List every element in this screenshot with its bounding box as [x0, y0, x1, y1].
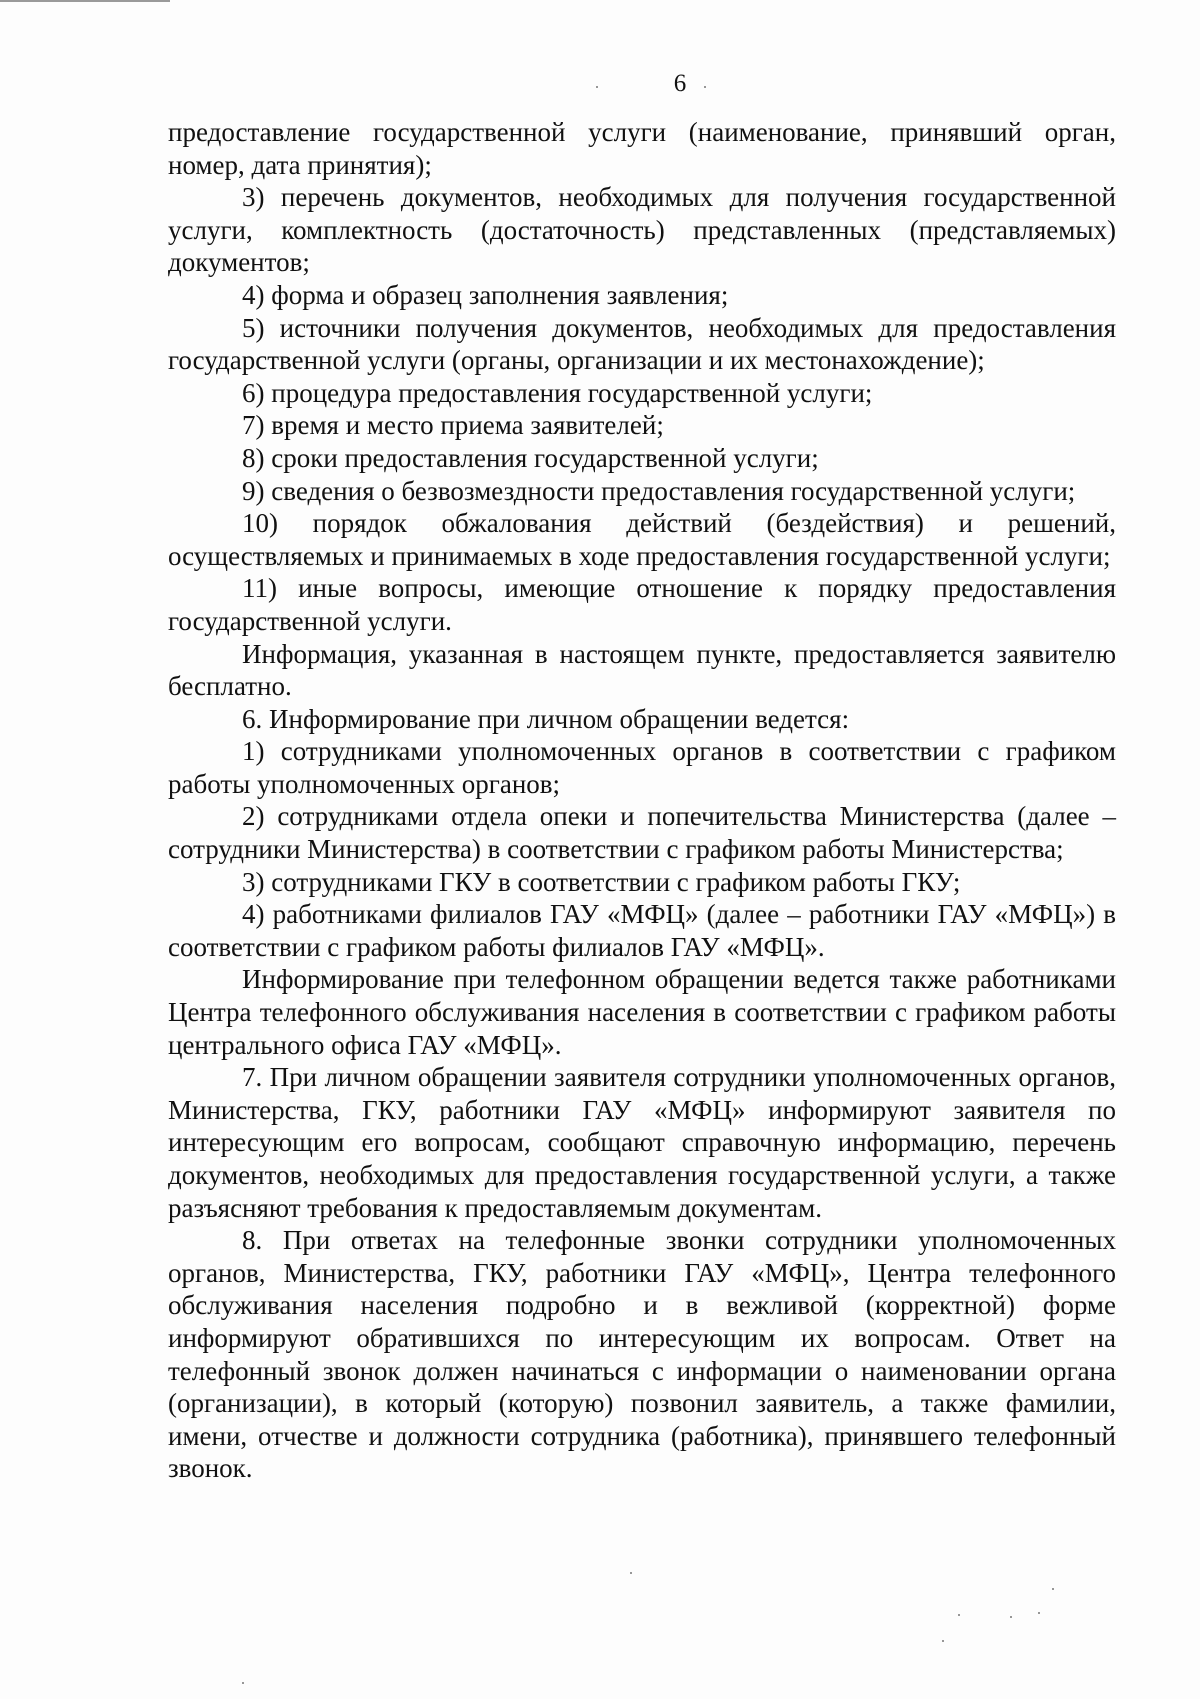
section-6-item-1: 1) сотрудниками уполномоченных органов в соответствии с графиком работы уполномоченных органов;: [168, 736, 1116, 799]
scan-speck: [1038, 1612, 1040, 1614]
page-number: 6: [673, 70, 687, 97]
document-body: [168, 116, 1116, 1485]
list-item-7: 7) время и место приема заявителей;: [242, 410, 664, 441]
list-item-10: 10) порядок обжалования действий (бездействия) и решений, осуществляемых и принимаемых в ходе предоставления государственной услуги;: [168, 508, 1116, 571]
section-6-item-3: 3) сотрудниками ГКУ в соответствии с графиком работы ГКУ;: [242, 866, 961, 897]
list-item-3: 3) перечень документов, необходимых для получения государственной услуги, комплектность (достаточность) представленных (представляемых) документов;: [168, 182, 1116, 278]
phone-info-paragraph: Информирование при телефонном обращении ведется также работниками Центра телефонного обслуживания населения в соответствии с графиком работы центрального офиса ГАУ «МФЦ».: [168, 964, 1116, 1060]
list-item-8: 8) сроки предоставления государственной услуги;: [242, 442, 819, 473]
scan-speck: [242, 1682, 244, 1684]
list-item-9: 9) сведения о безвозмездности предоставления государственной услуги;: [242, 475, 1076, 506]
list-item-11: 11) иные вопросы, имеющие отношение к порядку предоставления государственной услуги.: [168, 573, 1116, 636]
scan-speck: [1052, 1588, 1054, 1590]
section-6-item-4: 4) работниками филиалов ГАУ «МФЦ» (далее – работники ГАУ «МФЦ») в соответствии с графиком работы филиалов ГАУ «МФЦ».: [168, 899, 1116, 962]
section-7-paragraph: 7. При личном обращении заявителя сотрудники уполномоченных органов, Министерства, ГКУ, работники ГАУ «МФЦ» информируют заявителя по интересующим его вопросам, сообщают справочную информацию, перечень документов, необходимых для предоставления государственной услуги, а также разъясняют требования к предоставляемым документам.: [168, 1062, 1116, 1223]
scan-edge-line: [0, 0, 170, 2]
section-6-heading: 6. Информирование при личном обращении ведется:: [242, 703, 850, 734]
list-item-4: 4) форма и образец заполнения заявления;: [242, 279, 729, 310]
scan-speck: [1010, 1616, 1012, 1618]
section-6-item-2: 2) сотрудниками отдела опеки и попечительства Министерства (далее – сотрудники Министерства) в соответствии с графиком работы Министерства;: [168, 801, 1116, 865]
paragraph-continuation: предоставление государственной услуги (наименование, принявший орган, номер, дата принятия);: [168, 117, 1116, 180]
list-item-6: 6) процедура предоставления государственной услуги;: [242, 377, 873, 408]
list-item-5: 5) источники получения документов, необходимых для предоставления государственной услуги (органы, организации и их местонахождение);: [168, 312, 1116, 376]
scan-speck: [596, 86, 598, 88]
section-8-paragraph: 8. При ответах на телефонные звонки сотрудники уполномоченных органов, Министерства, ГКУ, работники ГАУ «МФЦ», Центра телефонного обслуживания населения подробно и в вежливой (корректной) форме информируют обратившихся по интересующим их вопросам. Ответ на телефонный звонок должен начинаться с информации о наименовании органа (организации), в который (которую) позвонил заявитель, а также фамилии, имени, отчестве и должности сотрудника (работника), принявшего телефонный звонок.: [168, 1225, 1116, 1484]
scan-speck: [958, 1614, 960, 1616]
info-free-paragraph: Информация, указанная в настоящем пункте, предоставляется заявителю бесплатно.: [168, 638, 1116, 702]
scan-speck: [630, 1572, 632, 1574]
scan-speck: [942, 1640, 944, 1642]
scan-speck: [704, 86, 706, 88]
